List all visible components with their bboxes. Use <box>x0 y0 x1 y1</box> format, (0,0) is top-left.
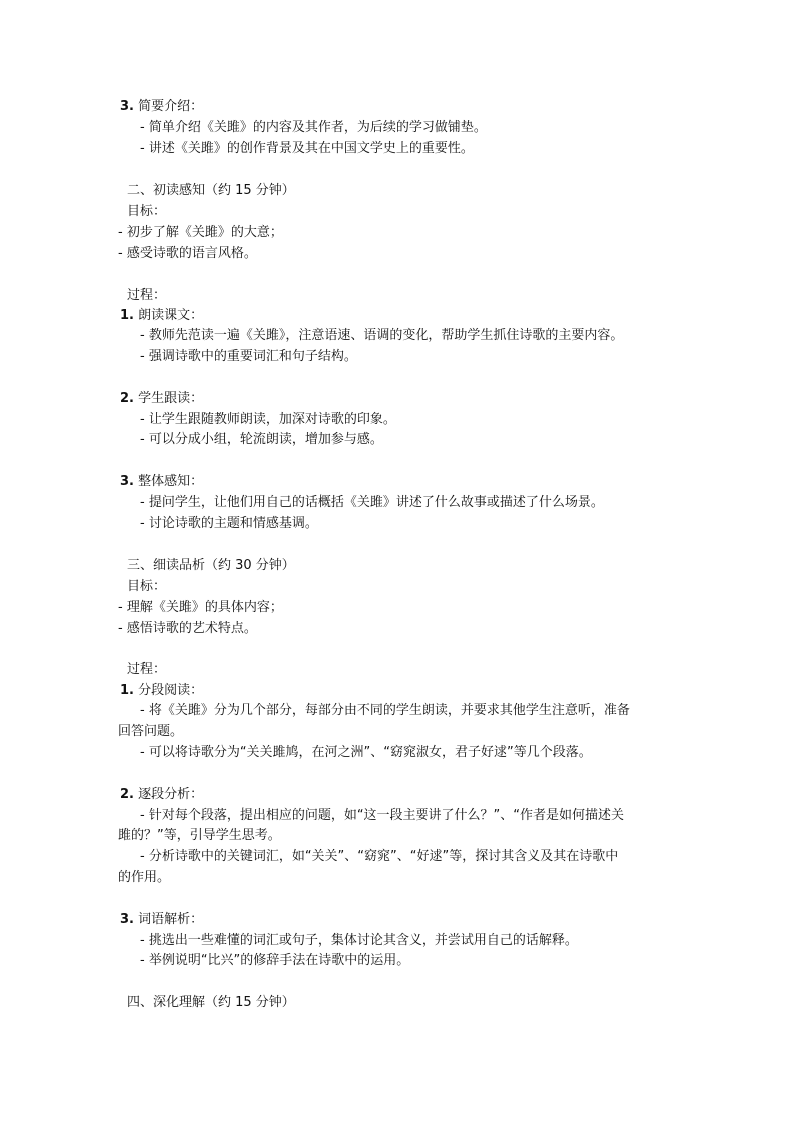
bullet-line: - 讲述《关雎》的创作背景及其在中国文学史上的重要性。 <box>140 141 474 156</box>
item-heading <box>120 389 203 409</box>
bullet-line: - 提问学生，让他们用自己的话概括《关雎》讲述了什么故事或描述了什么场景。 <box>140 495 604 510</box>
item-number: 3. <box>120 912 134 927</box>
item-heading <box>120 306 203 326</box>
item-title: 整体感知： <box>138 474 204 489</box>
goal-label: 目标： <box>127 204 167 219</box>
bullet-line: - 分析诗歌中的关键词汇，如“关关”、“窈窕”、“好逑”等，探讨其含义及其在诗歌中 <box>140 849 619 864</box>
item-number: 1. <box>120 683 134 698</box>
bullet-line: - 强调诗歌中的重要词汇和句子结构。 <box>140 349 357 364</box>
item-title: 简要介绍： <box>138 99 204 114</box>
bullet-line: - 将《关雎》分为几个部分，每部分由不同的学生朗读，并要求其他学生注意听，准备 <box>140 703 630 718</box>
item-heading <box>120 472 203 492</box>
process-label: 过程： <box>127 662 167 677</box>
bullet-line: - 让学生跟随教师朗读，加深对诗歌的印象。 <box>140 412 396 427</box>
item-title: 学生跟读： <box>138 391 204 406</box>
item-title: 词语解析： <box>138 912 204 927</box>
bullet-line: - 挑选出一些难懂的词汇或句子，集体讨论其含义，并尝试用自己的话解释。 <box>140 933 578 948</box>
item-number: 1. <box>120 308 134 323</box>
item-heading <box>120 681 203 701</box>
bullet-continuation: 雎的？”等，引导学生思考。 <box>118 828 281 843</box>
item-heading <box>120 910 203 930</box>
item-number: 3. <box>120 474 134 489</box>
bullet-line: - 教师先范读一遍《关雎》，注意语速、语调的变化，帮助学生抓住诗歌的主要内容。 <box>140 328 624 343</box>
section-heading: 三、细读品析（约 30 分钟） <box>127 558 295 573</box>
goal-line: - 感悟诗歌的艺术特点。 <box>118 621 257 636</box>
goal-line: - 感受诗歌的语言风格。 <box>118 246 257 261</box>
bullet-line: - 举例说明“比兴”的修辞手法在诗歌中的运用。 <box>140 953 410 968</box>
section-heading: 四、深化理解（约 15 分钟） <box>127 995 295 1010</box>
item-title: 分段阅读： <box>138 683 204 698</box>
item-title: 朗读课文： <box>138 308 204 323</box>
goal-line: - 初步了解《关雎》的大意； <box>118 225 283 240</box>
bullet-line: - 简单介绍《关雎》的内容及其作者，为后续的学习做铺垫。 <box>140 120 487 135</box>
bullet-line: - 讨论诗歌的主题和情感基调。 <box>140 516 318 531</box>
section-heading: 二、初读感知（约 15 分钟） <box>127 183 295 198</box>
bullet-line: - 针对每个段落，提出相应的问题，如“这一段主要讲了什么？”、“作者是如何描述关 <box>140 808 625 823</box>
bullet-line: - 可以分成小组，轮流朗读，增加参与感。 <box>140 432 383 447</box>
item-number: 2. <box>120 787 134 802</box>
process-label: 过程： <box>127 288 167 303</box>
item-heading <box>120 785 203 805</box>
bullet-continuation: 回答问题。 <box>118 724 184 739</box>
bullet-continuation: 的作用。 <box>118 870 171 885</box>
item-heading <box>120 97 203 117</box>
bullet-line: - 可以将诗歌分为“关关雎鸠，在河之洲”、“窈窕淑女，君子好逑”等几个段落。 <box>140 745 592 760</box>
goal-label: 目标： <box>127 579 167 594</box>
item-number: 3. <box>120 99 134 114</box>
item-title: 逐段分析： <box>138 787 204 802</box>
item-number: 2. <box>120 391 134 406</box>
goal-line: - 理解《关雎》的具体内容； <box>118 600 283 615</box>
